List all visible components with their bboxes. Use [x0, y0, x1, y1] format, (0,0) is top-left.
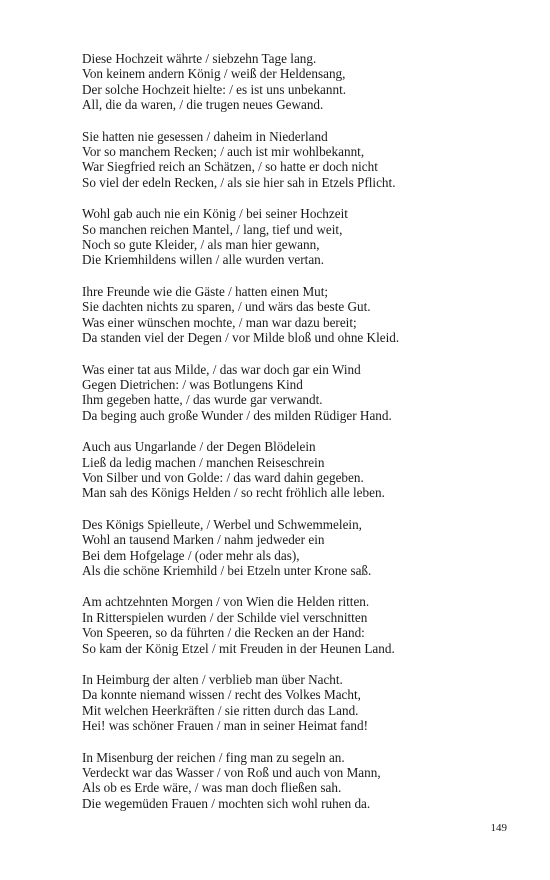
verse-line: Sie dachten nichts zu sparen, / und wärs das beste Gut. — [82, 299, 371, 315]
stanza-1 — [82, 51, 522, 113]
verse-line: Die Kriemhildens willen / alle wurden vertan. — [82, 252, 325, 268]
verse-line: Von Speeren, so da führten / die Recken an der Hand: — [82, 625, 365, 641]
verse-line: Da konnte niemand wissen / recht des Volkes Macht, — [82, 687, 361, 703]
verse-line: Der solche Hochzeit hielte: / es ist uns unbekannt. — [82, 81, 347, 97]
verse-line: So viel der edeln Recken, / als sie hier sah in Etzels Pflicht. — [82, 174, 396, 190]
stanza-4 — [82, 284, 522, 346]
verse-line: Die wegemüden Frauen / mochten sich wohl ruhen da. — [82, 795, 371, 811]
verse-line: Was einer wünschen mochte, / man war dazu bereit; — [82, 314, 357, 330]
verse-line: Da beging auch große Wunder / des milden Rüdiger Hand. — [82, 407, 392, 423]
stanza-3 — [82, 206, 522, 268]
verse-line: All, die da waren, / die trugen neues Gewand. — [82, 97, 324, 113]
verse-line: Auch aus Ungarlande / der Degen Blödelein — [82, 439, 316, 455]
verse-line: Von Silber und von Golde: / das ward dahin gegeben. — [82, 469, 364, 485]
verse-line: Mit welchen Heerkräften / sie ritten durch das Land. — [82, 702, 359, 718]
stanza-7 — [82, 517, 522, 579]
verse-line: Als ob es Erde wäre, / was man doch fließen sah. — [82, 780, 342, 796]
page-number: 149 — [490, 822, 507, 834]
verse-line: Verdeckt war das Wasser / von Roß und auch von Mann, — [82, 765, 381, 781]
verse-line: War Siegfried reich an Schätzen, / so hatte er doch nicht — [82, 159, 378, 175]
verse-line: Gegen Dietrichen: / was Botlungens Kind — [82, 376, 303, 392]
verse-line: Von keinem andern König / weiß der Heldensang, — [82, 66, 346, 82]
verse-line: In Heimburg der alten / verblieb man über Nacht. — [82, 672, 343, 687]
poem-text — [82, 51, 522, 827]
verse-line: Am achtzehnten Morgen / von Wien die Helden ritten. — [82, 594, 370, 610]
stanza-2 — [82, 129, 522, 191]
verse-line: Vor so manchem Recken; / auch ist mir wohlbekannt, — [82, 144, 365, 160]
verse-line: So manchen reichen Mantel, / lang, tief und weit, — [82, 221, 343, 237]
verse-line: Ließ da ledig machen / manchen Reiseschrein — [82, 454, 325, 470]
verse-line: Was einer tat aus Milde, / das war doch gar ein Wind — [82, 361, 361, 377]
stanza-6 — [82, 439, 522, 501]
verse-line: Diese Hochzeit währte / siebzehn Tage lang. — [82, 51, 317, 66]
verse-line: Wohl gab auch nie ein König / bei seiner Hochzeit — [82, 206, 348, 222]
stanza-8 — [82, 594, 522, 656]
verse-line: Bei dem Hofgelage / (oder mehr als das), — [82, 547, 300, 563]
verse-line: Man sah des Königs Helden / so recht fröhlich alle leben. — [82, 485, 385, 501]
stanza-9 — [82, 672, 522, 734]
verse-line: So kam der König Etzel / mit Freuden in der Heunen Land. — [82, 640, 395, 656]
verse-line: Sie hatten nie gesessen / daheim in Niederland — [82, 128, 328, 144]
verse-line: Wohl an tausend Marken / nahm jedweder ein — [82, 532, 325, 548]
verse-line: Noch so gute Kleider, / als man hier gewann, — [82, 237, 320, 253]
stanza-5 — [82, 362, 522, 424]
verse-line: In Ritterspielen wurden / der Schilde viel verschnitten — [82, 609, 368, 625]
verse-line: Ihm gegeben hatte, / das wurde gar verwandt. — [82, 392, 323, 408]
verse-line: In Misenburg der reichen / fing man zu segeln an. — [82, 749, 345, 765]
verse-line: Ihre Freunde wie die Gäste / hatten einen Mut; — [82, 283, 329, 299]
stanza-10 — [82, 750, 522, 812]
verse-line: Hei! was schöner Frauen / man in seiner Heimat fand! — [82, 718, 368, 734]
verse-line: Als die schöne Kriemhild / bei Etzeln unter Krone saß. — [82, 562, 372, 578]
verse-line: Des Königs Spielleute, / Werbel und Schwemmelein, — [82, 516, 362, 532]
verse-line: Da standen viel der Degen / vor Milde bloß und ohne Kleid. — [82, 330, 400, 346]
